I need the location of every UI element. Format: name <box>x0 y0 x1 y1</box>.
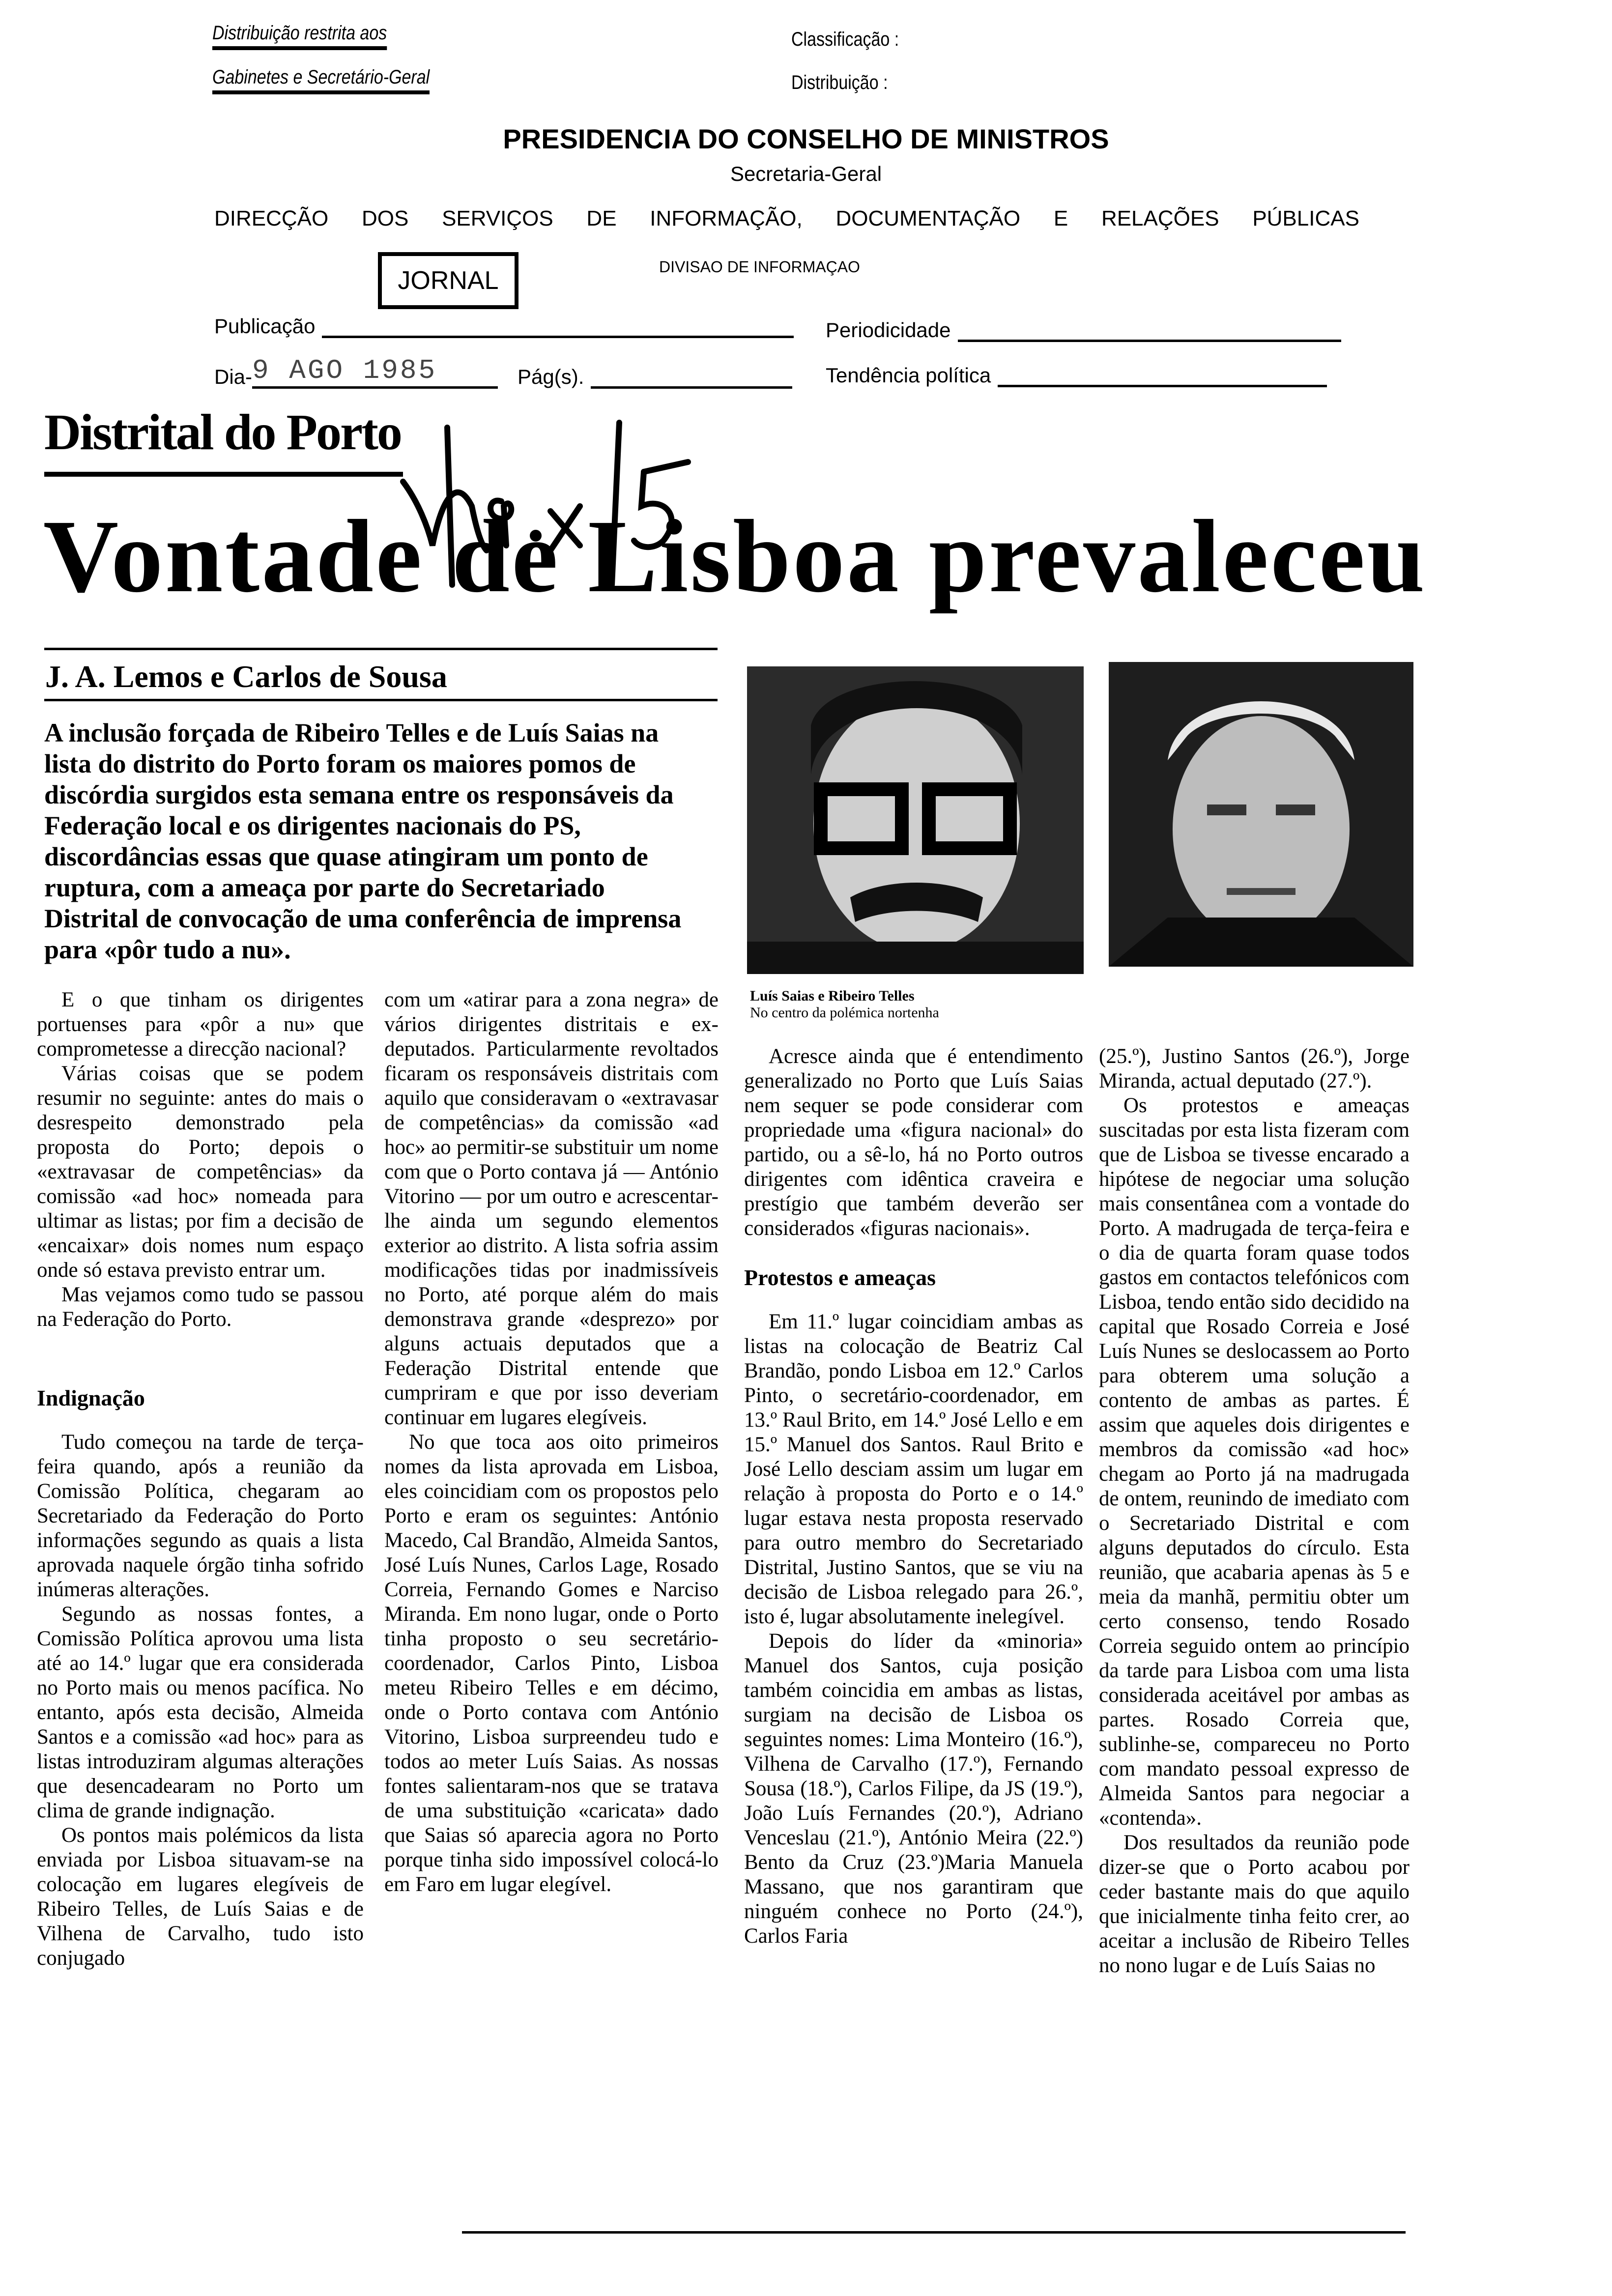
directorate-word: DOCUMENTAÇÃO <box>835 206 1021 230</box>
body-paragraph: Várias coisas que se podem resumir no seguinte: antes do mais o desrespeito demonstrado pela proposta do Porto; depois o «extravasar de competências» da comissão «ad hoc» nomeada para ultimar as listas; por fim a decisão de «encaixar» dois nomes num espaço onde só estava previsto entrar um. <box>37 1062 364 1282</box>
portrait-image-icon <box>747 666 1084 974</box>
directorate-word: RELAÇÕES <box>1101 206 1219 230</box>
directorate-word: E <box>1053 206 1068 230</box>
body-paragraph: Em 11.º lugar coincidiam ambas as listas na colocação de Beatriz Cal Brandão, pondo Lisboa em 12.º Carlos Pinto, o secretário-coordenador, em 13.º Raul Brito, em 14.º José Lello e em 15.º Manuel dos Santos. Raul Brito e José Lello desciam assim um lugar em relação à proposta do Porto e o 14.º lugar estava nesta proposta reservado para outro membro do Secretariado Distrital, Justino Santos, que se viu na decisão de Lisboa relegado para 26.º, isto é, lugar absolutamente inelegível. <box>744 1310 1083 1628</box>
political-field <box>826 364 1327 387</box>
distribution-note-1: Distribuição restrita aos <box>212 22 387 50</box>
periodicity-label: Periodicidade <box>826 318 951 342</box>
publication-label: Publicação <box>214 315 316 338</box>
directorate-word: INFORMAÇÃO, <box>650 206 803 230</box>
body-paragraph: Os protestos e ameaças suscitadas por esta lista fizeram com que de Lisboa se tivesse encarado a hipótese de negociar uma solução mais consentânea com a vontade do Porto. A madrugada de terça-feira e o dia de quarta foram quase todos gastos em contactos telefónicos com Lisboa, tendo então sido decidido na capital que Rosado Correia e José Luís Nunes se deslocassem ao Porto para obterem uma solução a contento de ambas as partes. É assim que aqueles dois dirigentes e membros da comissão «ad hoc» chegam ao Porto já na madrugada de ontem, reunindo de imediato com o Secretariado Distrital e com alguns deputados do círculo. Esta reunião, que acabaria apenas às 5 e meia da manhã, permitiu obter um certo consenso, tendo Rosado Correia seguido ontem ao princípio da tarde para Lisboa com uma lista considerada aceitável por ambas as partes. Rosado Correia que, sublinhe-se, compareceu no Porto com mandato pessoal expresso de Almeida Santos para negociar a «contenda». <box>1099 1094 1410 1830</box>
publication-field <box>214 315 794 338</box>
political-label: Tendência política <box>826 364 991 387</box>
caption-title: Luís Saias e Ribeiro Telles <box>750 988 915 1004</box>
periodicity-field <box>826 318 1341 342</box>
ministry-title: PRESIDENCIA DO CONSELHO DE MINISTROS <box>503 123 1109 154</box>
column-3 <box>744 1044 1083 1949</box>
column-1 <box>37 988 364 1971</box>
body-paragraph: Segundo as nossas fontes, a Comissão Política aprovou uma lista até ao 14.º lugar que era considerada no Porto mais ou menos pacífica. No entanto, após esta decisão, Almeida Santos e a comissão «ad hoc» para as listas introduziram algumas alterações que desencadearam no Porto um clima de grande indignação. <box>37 1603 364 1822</box>
date-stamp: 9 AGO 1985 <box>252 355 437 386</box>
body-paragraph: Depois do líder da «minoria» Manuel dos Santos, cuja posição também coincidia em ambas as listas, surgiam na decisão de Lisboa os seguintes nomes: Lima Monteiro (16.º), Vilhena de Carvalho (17.º), Fernando Sousa (18.º), Carlos Filipe, da JS (19.º), João Luís Fernandes (20.º), Adriano Venceslau (21.º), António Meira (22.º) Bento da Cruz (23.º)Maria Manuela Massano, que nos garantiram que ninguém conhece no Porto (24.º), Carlos Faria <box>744 1630 1083 1948</box>
body-paragraph: Dos resultados da reunião pode dizer-se que o Porto acabou por ceder bastante mais do que aquilo que inicialmente tinha feito crer, ao aceitar a inclusão de Ribeiro Telles no nono lugar e de Luís Saias no <box>1099 1831 1410 1977</box>
publication-blank <box>322 318 794 338</box>
day-label: Dia- <box>214 365 253 388</box>
secretariat-label: Secretaria-Geral <box>730 162 882 185</box>
section-kicker: Distrital do Porto <box>44 404 401 460</box>
photo-ribeiro-telles <box>1109 662 1413 967</box>
pages-blank <box>591 369 792 389</box>
directorate-line <box>214 206 1359 231</box>
body-paragraph: com um «atirar para a zona negra» de vários dirigentes distritais e ex-deputados. Particularmente revoltados ficaram os responsáveis distritais com aquilo que consideravam o «extravasar de competências» da comissão «ad hoc» ao permitir-se substituir um nome com que o Porto contava já — António Vitorino — por um outro e acrescentar-lhe ainda um segundo elementos exterior ao distrito. A lista sofria assim modificações tidas por inadmissíveis no Porto, até porque além do mais demonstrava grande «desprezo» por alguns actuais deputados que a Federação Distrital entende que cumpriram e que por isso deveriam continuar em lugares elegíveis. <box>384 988 719 1429</box>
body-paragraph: Os pontos mais polémicos da lista enviada por Lisboa situavam-se na colocação em lugares elegíveis de Ribeiro Telles, de Luís Saias e de Vilhena de Carvalho, tudo isto conjugado <box>37 1824 364 1970</box>
body-paragraph: Tudo começou na tarde de terça-feira quando, após a reunião da Comissão Política, chegaram ao Secretariado da Federação do Porto informações segundo as quais a lista aprovada naquele órgão tinha sofrido inúmeras alterações. <box>37 1431 364 1601</box>
distribution-label: Distribuição : <box>791 72 888 93</box>
directorate-word: SERVIÇOS <box>442 206 553 230</box>
photo-caption <box>750 988 939 1021</box>
body-paragraph: (25.º), Justino Santos (26.º), Jorge Miranda, actual deputado (27.º). <box>1099 1045 1410 1092</box>
byline-rule-top <box>44 648 718 650</box>
handwritten-annotation-icon <box>388 418 772 604</box>
body-paragraph: No que toca aos oito primeiros nomes da lista aprovada em Lisboa, eles coincidiam com os propostos pelo Porto e eram os seguintes: António Macedo, Cal Brandão, Almeida Santos, José Luís Nunes, Carlos Lage, Rosado Correia, Fernando Gomes e Narciso Miranda. Em nono lugar, onde o Porto tinha proposto o seu secretário-coordenador, Carlos Pinto, Lisboa meteu Ribeiro Telles e em décimo, onde o Porto contava com António Vitorino, Lisboa surpreendeu tudo e todos ao meter Luís Saias. As nossas fontes salientaram-nos que se tratava de uma substituição «caricata» dado que Saias só aparecia agora no Porto porque tinha sido impossível colocá-lo em Faro em lugar elegível. <box>384 1431 719 1896</box>
body-paragraph: Acresce ainda que é entendimento generalizado no Porto que Luís Saias nem sequer se pode considerar com propriedade uma «figura nacional» do partido, ou a sê-lo, há no Porto outros dirigentes com idêntica craveira e prestígio que também deverão ser considerados «figuras nacionais». <box>744 1045 1083 1240</box>
pages-label: Pág(s). <box>518 365 584 388</box>
directorate-word: DE <box>586 206 617 230</box>
headline: Vontade de Lisboa prevaleceu <box>43 498 1427 614</box>
date-blank <box>252 355 498 389</box>
body-paragraph: Mas vejamos como tudo se passou na Federação do Porto. <box>37 1283 364 1331</box>
date-field <box>214 355 792 389</box>
byline: J. A. Lemos e Carlos de Sousa <box>45 659 447 694</box>
directorate-word: DIRECÇÃO <box>214 206 329 230</box>
political-blank <box>998 367 1327 387</box>
directorate-word: DOS <box>361 206 409 230</box>
column-4 <box>1099 1044 1410 1978</box>
body-paragraph: E o que tinham os dirigentes portuenses para «pôr a nu» que comprometesse a direcção nacional? <box>37 988 364 1061</box>
directorate-word: PÚBLICAS <box>1252 206 1359 230</box>
lead-paragraph: A inclusão forçada de Ribeiro Telles e de Luís Saias na lista do distrito do Porto foram os maiores pomos de discórdia surgidos esta semana entre os responsáveis da Federação local e os dirigentes nacionais do PS, discordâncias essas que quase atingiram um ponto de ruptura, com a ameaça por parte do Secretariado Distrital de convocação de uma conferência de imprensa para «pôr tudo a nu». <box>44 718 682 964</box>
subheading-protestos: Protestos e ameaças <box>744 1265 936 1290</box>
portrait-image-icon <box>1109 662 1413 967</box>
byline-rule-bottom <box>44 699 718 701</box>
photo-luis-saias <box>747 666 1084 974</box>
periodicity-blank <box>958 322 1341 342</box>
subheading-indignacao: Indignação <box>37 1385 145 1410</box>
kicker-rule <box>44 472 403 477</box>
column-2 <box>384 988 719 1897</box>
distribution-note-2: Gabinetes e Secretário-Geral <box>212 66 430 94</box>
division-label: DIVISAO DE INFORMAÇAO <box>659 258 860 276</box>
classification-label: Classificação : <box>791 29 899 50</box>
bottom-rule <box>462 2231 1406 2234</box>
caption-text: No centro da polémica nortenha <box>750 1004 939 1021</box>
jornal-box: JORNAL <box>378 252 518 309</box>
